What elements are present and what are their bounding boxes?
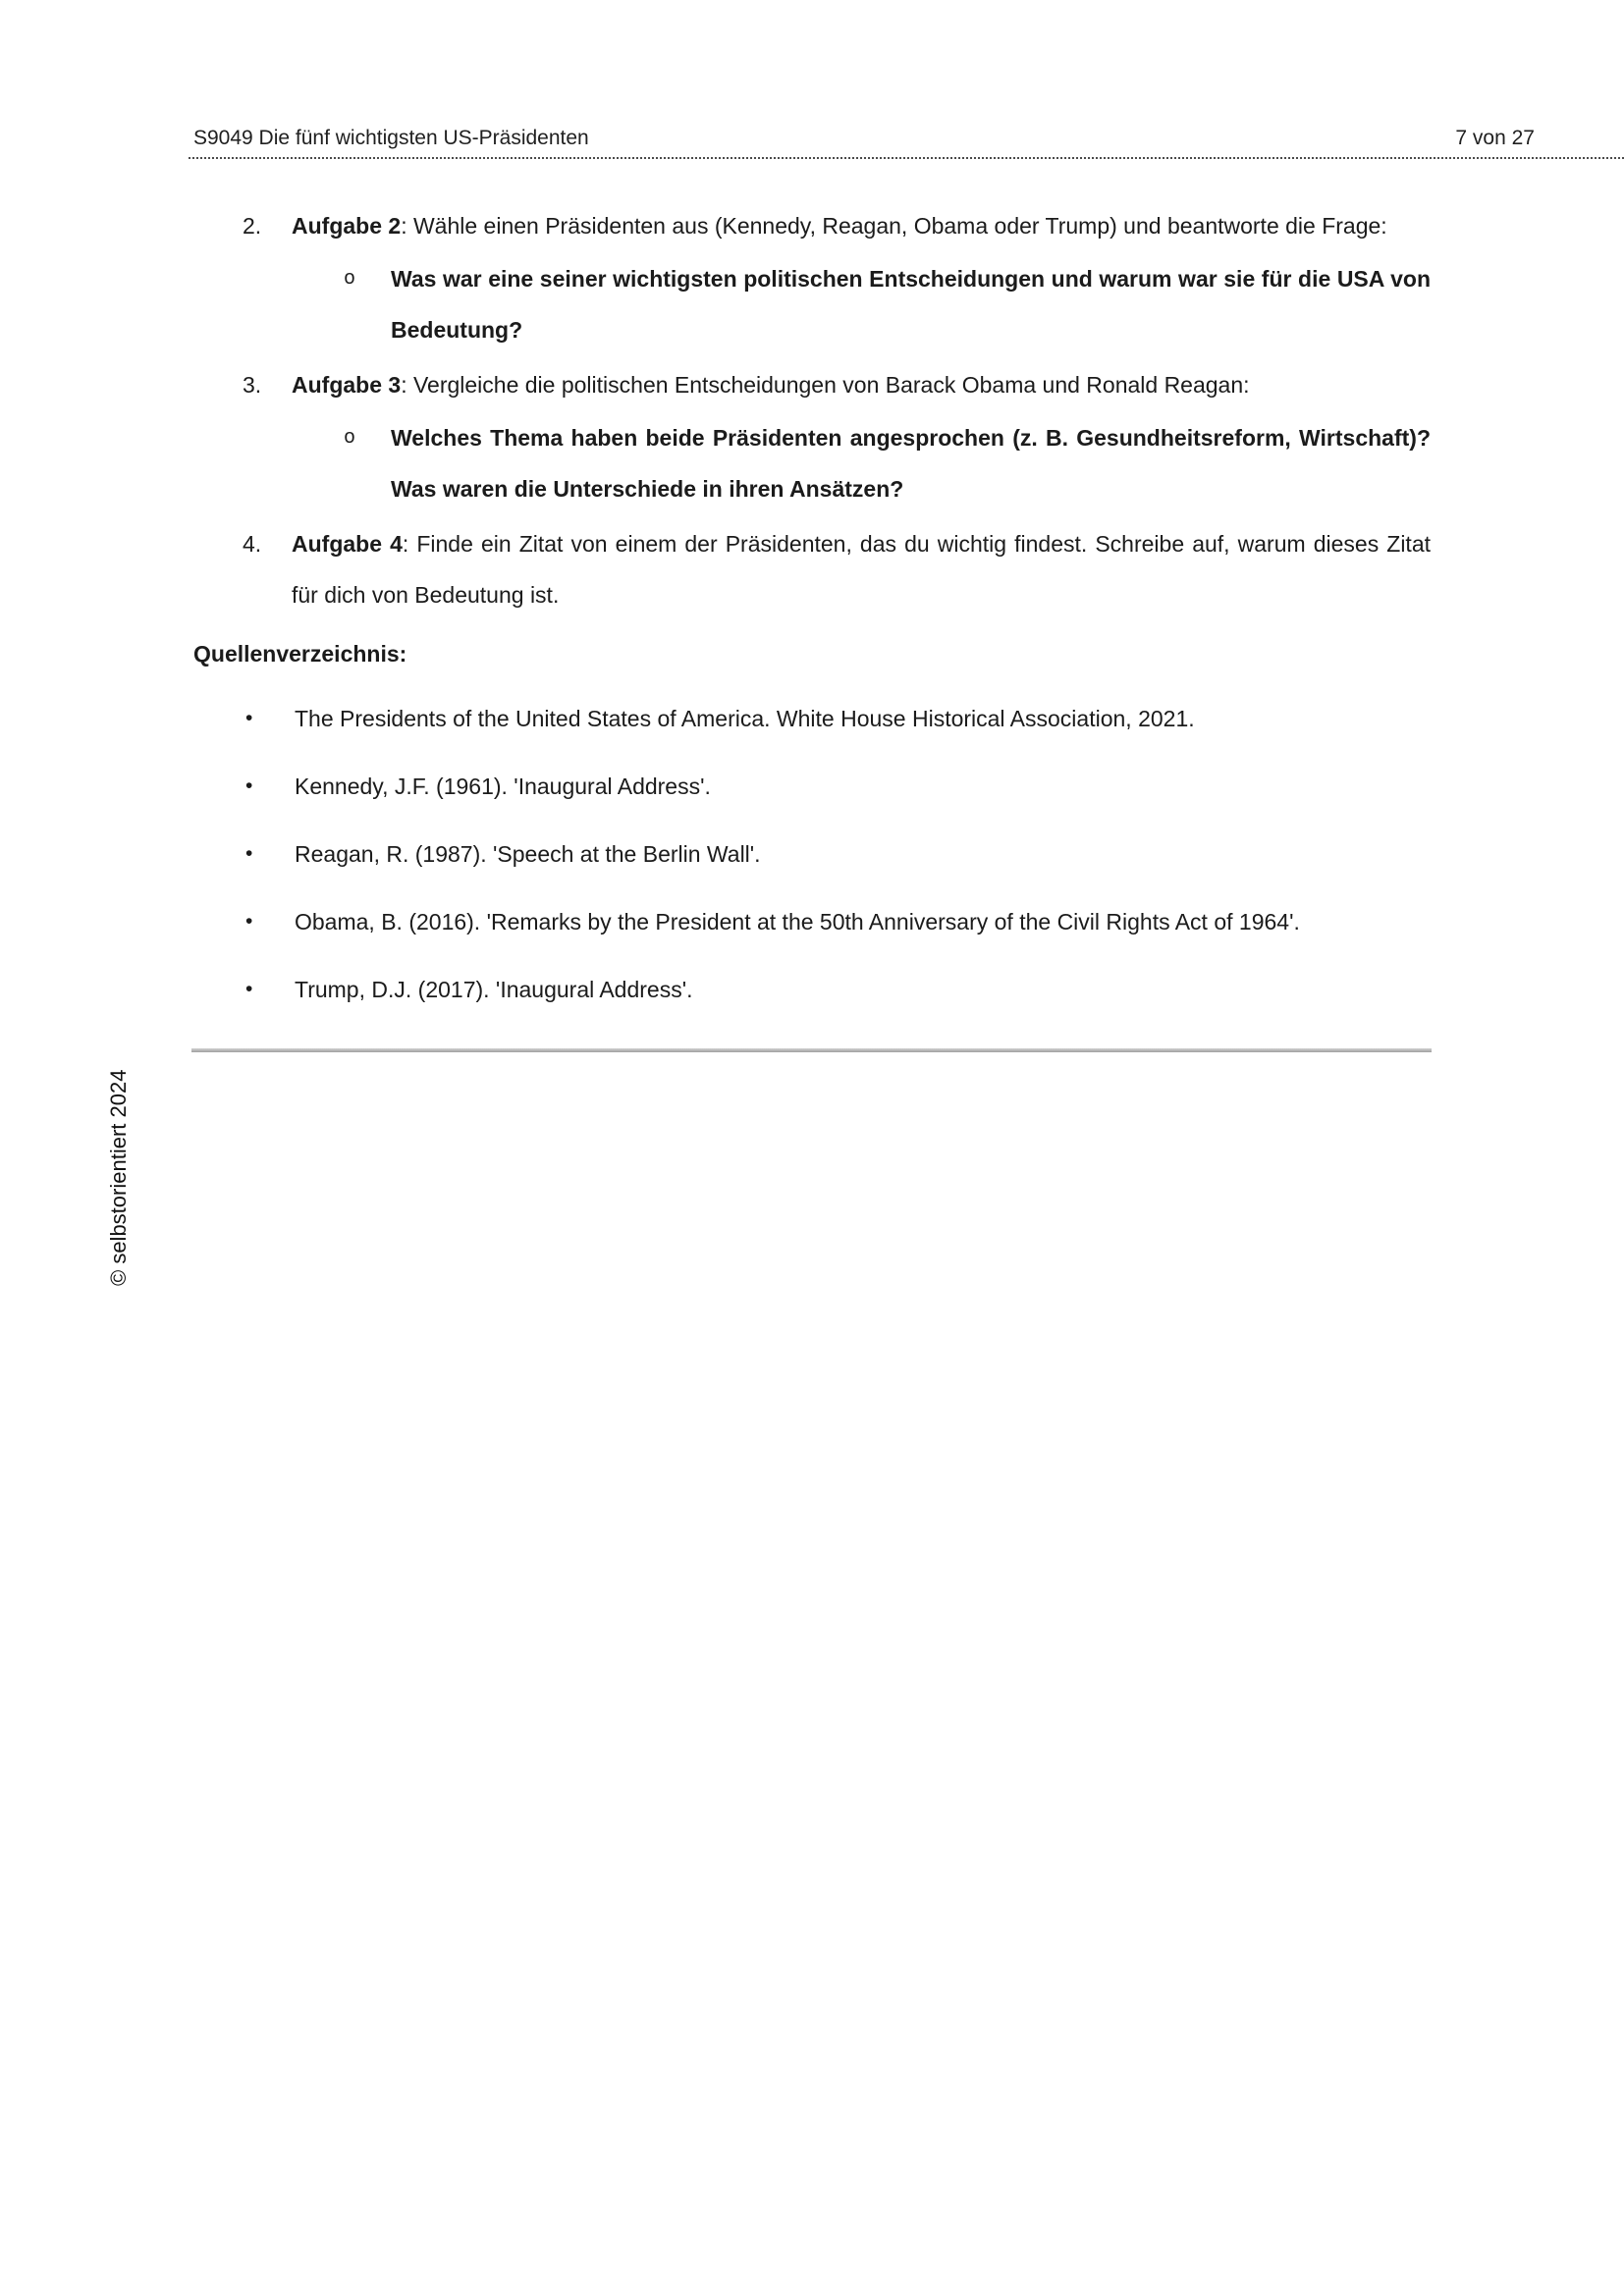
source-item xyxy=(193,828,1431,880)
task-2-subquestion xyxy=(193,253,1431,355)
source-text: Obama, B. (2016). 'Remarks by the President at the 50th Anniversary of the Civil Rights Act of 1964'. xyxy=(295,909,1300,934)
source-item xyxy=(193,761,1431,812)
footer-divider-rule xyxy=(191,1048,1432,1052)
header-doc-title: S9049 Die fünf wichtigsten US-Präsidenten xyxy=(193,127,589,149)
source-item xyxy=(193,964,1431,1015)
task-number: 2. xyxy=(243,213,262,239)
header-page-indicator: 7 von 27 xyxy=(1455,127,1535,149)
task-item-4 xyxy=(193,518,1431,620)
task-label: Aufgabe 2 xyxy=(292,213,402,239)
bullet-icon: • xyxy=(245,707,253,729)
bullet-icon: • xyxy=(245,910,253,933)
task-3-subquestion xyxy=(193,412,1431,514)
task-item-2 xyxy=(193,200,1431,251)
task-item-3 xyxy=(193,359,1431,410)
bullet-icon: • xyxy=(245,842,253,865)
bullet-icon: • xyxy=(245,774,253,797)
page-header xyxy=(193,126,1535,151)
task-number: 4. xyxy=(243,531,262,557)
source-text: The Presidents of the United States of America. White House Historical Association, 2021. xyxy=(295,706,1195,731)
task-number: 3. xyxy=(243,372,262,398)
copyright-vertical-label: © selbstorientiert 2024 xyxy=(106,1069,131,1286)
circle-bullet-icon: o xyxy=(344,268,356,291)
source-item xyxy=(193,896,1431,947)
task-text: : Wähle einen Präsidenten aus (Kennedy, Reagan, Obama oder Trump) und beantworte die Frage: xyxy=(401,213,1387,239)
bullet-icon: • xyxy=(245,978,253,1000)
document-body xyxy=(193,200,1431,1052)
subquestion-text: Welches Thema haben beide Präsidenten angesprochen (z. B. Gesundheitsreform, Wirtschaft)? Was waren die Unterschiede in ihren Ansätzen? xyxy=(391,425,1431,502)
source-text: Kennedy, J.F. (1961). 'Inaugural Address'. xyxy=(295,774,711,799)
subquestion-text: Was war eine seiner wichtigsten politischen Entscheidungen und warum war sie für die USA von Bedeutung? xyxy=(391,266,1431,343)
source-item xyxy=(193,693,1431,744)
header-dotted-rule xyxy=(189,157,1624,159)
sources-heading: Quellenverzeichnis: xyxy=(193,641,407,667)
source-text: Trump, D.J. (2017). 'Inaugural Address'. xyxy=(295,977,693,1002)
task-text: : Vergleiche die politischen Entscheidungen von Barack Obama und Ronald Reagan: xyxy=(401,372,1250,398)
source-text: Reagan, R. (1987). 'Speech at the Berlin Wall'. xyxy=(295,841,761,867)
circle-bullet-icon: o xyxy=(344,427,356,450)
task-text: : Finde ein Zitat von einem der Präsidenten, das du wichtig findest. Schreibe auf, warum dieses Zitat für dich von Bedeutung ist. xyxy=(292,531,1432,608)
task-label: Aufgabe 3 xyxy=(292,372,402,398)
task-label: Aufgabe 4 xyxy=(292,531,403,557)
